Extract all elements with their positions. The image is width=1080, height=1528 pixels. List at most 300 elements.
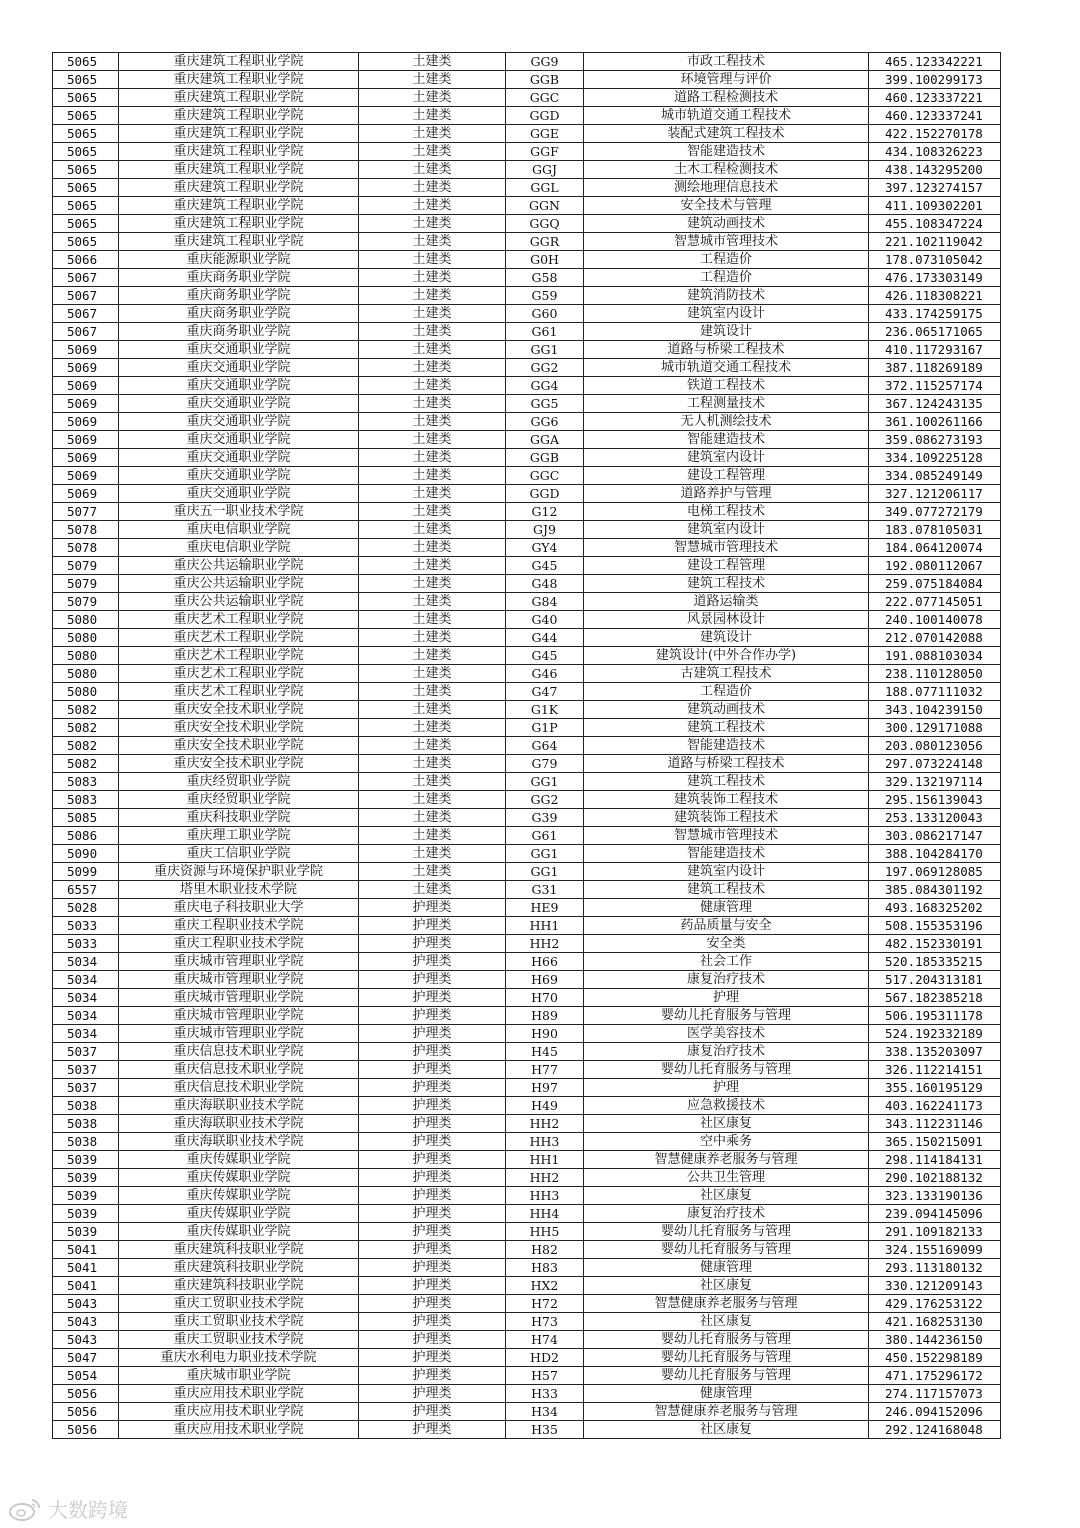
score-cell: 355.160195129	[869, 1079, 1001, 1097]
major-name-cell: 道路与桥梁工程技术	[584, 755, 869, 773]
major-name-cell: 护理	[584, 989, 869, 1007]
school-name-cell: 重庆城市管理职业学院	[119, 1025, 359, 1043]
major-code-cell: GGB	[506, 71, 584, 89]
school-code-cell: 5065	[53, 233, 119, 251]
school-name-cell: 重庆建筑工程职业学院	[119, 215, 359, 233]
school-code-cell: 5056	[53, 1403, 119, 1421]
score-cell: 372.115257174	[869, 377, 1001, 395]
school-name-cell: 重庆建筑工程职业学院	[119, 89, 359, 107]
category-cell: 土建类	[359, 197, 506, 215]
major-code-cell: H89	[506, 1007, 584, 1025]
table-row	[53, 215, 1001, 233]
major-code-cell: G46	[506, 665, 584, 683]
table-row	[53, 791, 1001, 809]
score-cell: 236.065171065	[869, 323, 1001, 341]
table-row	[53, 287, 1001, 305]
major-code-cell: H73	[506, 1313, 584, 1331]
category-cell: 土建类	[359, 323, 506, 341]
school-code-cell: 5067	[53, 323, 119, 341]
school-code-cell: 5067	[53, 269, 119, 287]
table-row	[53, 179, 1001, 197]
table-row	[53, 1187, 1001, 1205]
score-cell: 298.114184131	[869, 1151, 1001, 1169]
category-cell: 护理类	[359, 1061, 506, 1079]
school-code-cell: 5043	[53, 1313, 119, 1331]
table-row	[53, 323, 1001, 341]
school-code-cell: 5033	[53, 917, 119, 935]
category-cell: 护理类	[359, 1133, 506, 1151]
score-cell: 295.156139043	[869, 791, 1001, 809]
category-cell: 护理类	[359, 953, 506, 971]
school-code-cell: 5067	[53, 287, 119, 305]
major-name-cell: 装配式建筑工程技术	[584, 125, 869, 143]
category-cell: 护理类	[359, 1313, 506, 1331]
school-code-cell: 5047	[53, 1349, 119, 1367]
table-row	[53, 737, 1001, 755]
school-code-cell: 5066	[53, 251, 119, 269]
school-code-cell: 5086	[53, 827, 119, 845]
major-code-cell: GG1	[506, 341, 584, 359]
major-code-cell: GJ9	[506, 521, 584, 539]
major-code-cell: HH3	[506, 1133, 584, 1151]
major-code-cell: H74	[506, 1331, 584, 1349]
category-cell: 护理类	[359, 1115, 506, 1133]
major-name-cell: 工程测量技术	[584, 395, 869, 413]
major-code-cell: GG1	[506, 845, 584, 863]
school-code-cell: 5034	[53, 989, 119, 1007]
major-code-cell: G61	[506, 827, 584, 845]
major-name-cell: 城市轨道交通工程技术	[584, 359, 869, 377]
school-name-cell: 重庆工信职业学院	[119, 845, 359, 863]
major-code-cell: G79	[506, 755, 584, 773]
category-cell: 土建类	[359, 611, 506, 629]
score-cell: 361.100261166	[869, 413, 1001, 431]
score-cell: 212.070142088	[869, 629, 1001, 647]
major-code-cell: G61	[506, 323, 584, 341]
major-name-cell: 社区康复	[584, 1421, 869, 1439]
school-code-cell: 5069	[53, 395, 119, 413]
table-row	[53, 503, 1001, 521]
major-code-cell: HH1	[506, 1151, 584, 1169]
school-code-cell: 5039	[53, 1187, 119, 1205]
major-name-cell: 智能建造技术	[584, 431, 869, 449]
major-name-cell: 智慧城市管理技术	[584, 827, 869, 845]
major-code-cell: HH2	[506, 1115, 584, 1133]
major-name-cell: 无人机测绘技术	[584, 413, 869, 431]
table-row	[53, 431, 1001, 449]
table-row	[53, 233, 1001, 251]
major-name-cell: 社区康复	[584, 1115, 869, 1133]
table-row	[53, 1151, 1001, 1169]
category-cell: 护理类	[359, 1385, 506, 1403]
category-cell: 土建类	[359, 629, 506, 647]
school-name-cell: 重庆工贸职业技术学院	[119, 1295, 359, 1313]
table-row	[53, 1241, 1001, 1259]
school-code-cell: 5034	[53, 971, 119, 989]
school-code-cell: 5065	[53, 89, 119, 107]
school-name-cell: 重庆交通职业学院	[119, 431, 359, 449]
major-name-cell: 道路工程检测技术	[584, 89, 869, 107]
table-row	[53, 53, 1001, 71]
table-row	[53, 1043, 1001, 1061]
school-name-cell: 重庆资源与环境保护职业学院	[119, 863, 359, 881]
major-code-cell: H82	[506, 1241, 584, 1259]
table-row	[53, 1367, 1001, 1385]
table-row	[53, 575, 1001, 593]
major-name-cell: 应急救援技术	[584, 1097, 869, 1115]
school-name-cell: 重庆海联职业技术学院	[119, 1115, 359, 1133]
school-name-cell: 重庆公共运输职业学院	[119, 575, 359, 593]
category-cell: 土建类	[359, 449, 506, 467]
major-code-cell: GY4	[506, 539, 584, 557]
major-code-cell: HH2	[506, 935, 584, 953]
school-name-cell: 重庆建筑工程职业学院	[119, 233, 359, 251]
table-row	[53, 71, 1001, 89]
major-name-cell: 土木工程检测技术	[584, 161, 869, 179]
score-cell: 476.173303149	[869, 269, 1001, 287]
major-code-cell: GGD	[506, 107, 584, 125]
school-code-cell: 5041	[53, 1277, 119, 1295]
major-name-cell: 建设工程管理	[584, 467, 869, 485]
table-row	[53, 1169, 1001, 1187]
category-cell: 土建类	[359, 521, 506, 539]
major-name-cell: 环境管理与评价	[584, 71, 869, 89]
major-code-cell: H69	[506, 971, 584, 989]
major-code-cell: HH1	[506, 917, 584, 935]
school-name-cell: 重庆商务职业学院	[119, 269, 359, 287]
category-cell: 土建类	[359, 773, 506, 791]
school-code-cell: 5034	[53, 953, 119, 971]
major-name-cell: 康复治疗技术	[584, 971, 869, 989]
score-cell: 524.192332189	[869, 1025, 1001, 1043]
major-name-cell: 道路养护与管理	[584, 485, 869, 503]
watermark-text: 大数跨境	[48, 1498, 128, 1522]
school-code-cell: 5039	[53, 1205, 119, 1223]
major-code-cell: GG2	[506, 791, 584, 809]
major-code-cell: GGL	[506, 179, 584, 197]
table-row	[53, 953, 1001, 971]
major-code-cell: G59	[506, 287, 584, 305]
school-code-cell: 5039	[53, 1151, 119, 1169]
category-cell: 土建类	[359, 755, 506, 773]
score-cell: 508.155353196	[869, 917, 1001, 935]
category-cell: 土建类	[359, 809, 506, 827]
table-row	[53, 629, 1001, 647]
score-cell: 327.121206117	[869, 485, 1001, 503]
score-cell: 455.108347224	[869, 215, 1001, 233]
major-code-cell: HH2	[506, 1169, 584, 1187]
score-cell: 184.064120074	[869, 539, 1001, 557]
school-code-cell: 5033	[53, 935, 119, 953]
major-code-cell: H49	[506, 1097, 584, 1115]
table-row	[53, 395, 1001, 413]
score-cell: 292.124168048	[869, 1421, 1001, 1439]
major-code-cell: G58	[506, 269, 584, 287]
major-name-cell: 婴幼儿托育服务与管理	[584, 1349, 869, 1367]
score-cell: 246.094152096	[869, 1403, 1001, 1421]
score-cell: 460.123337241	[869, 107, 1001, 125]
school-name-cell: 重庆建筑工程职业学院	[119, 179, 359, 197]
score-cell: 326.112214151	[869, 1061, 1001, 1079]
major-name-cell: 电梯工程技术	[584, 503, 869, 521]
major-name-cell: 建设工程管理	[584, 557, 869, 575]
major-code-cell: G40	[506, 611, 584, 629]
major-code-cell: H77	[506, 1061, 584, 1079]
category-cell: 护理类	[359, 1403, 506, 1421]
category-cell: 土建类	[359, 827, 506, 845]
table-row	[53, 1331, 1001, 1349]
table-row	[53, 881, 1001, 899]
major-name-cell: 建筑动画技术	[584, 701, 869, 719]
admission-table-sheet	[52, 52, 1000, 1439]
school-name-cell: 重庆商务职业学院	[119, 305, 359, 323]
major-code-cell: H45	[506, 1043, 584, 1061]
table-row	[53, 1115, 1001, 1133]
school-code-cell: 5080	[53, 647, 119, 665]
school-name-cell: 重庆艺术工程职业学院	[119, 647, 359, 665]
major-name-cell: 建筑设计	[584, 323, 869, 341]
category-cell: 护理类	[359, 1223, 506, 1241]
score-cell: 471.175296172	[869, 1367, 1001, 1385]
school-name-cell: 重庆电信职业学院	[119, 521, 359, 539]
category-cell: 土建类	[359, 125, 506, 143]
school-code-cell: 5083	[53, 791, 119, 809]
category-cell: 土建类	[359, 89, 506, 107]
school-code-cell: 5054	[53, 1367, 119, 1385]
table-row	[53, 1421, 1001, 1439]
category-cell: 土建类	[359, 863, 506, 881]
major-name-cell: 建筑室内设计	[584, 305, 869, 323]
table-row	[53, 773, 1001, 791]
score-cell: 460.123337221	[869, 89, 1001, 107]
major-code-cell: G44	[506, 629, 584, 647]
watermark	[8, 1494, 128, 1523]
major-name-cell: 建筑室内设计	[584, 863, 869, 881]
major-name-cell: 健康管理	[584, 1385, 869, 1403]
category-cell: 护理类	[359, 899, 506, 917]
category-cell: 土建类	[359, 143, 506, 161]
category-cell: 护理类	[359, 917, 506, 935]
table-row	[53, 197, 1001, 215]
school-name-cell: 重庆安全技术职业学院	[119, 737, 359, 755]
table-row	[53, 971, 1001, 989]
category-cell: 土建类	[359, 251, 506, 269]
category-cell: 护理类	[359, 1151, 506, 1169]
major-code-cell: H97	[506, 1079, 584, 1097]
table-row	[53, 989, 1001, 1007]
score-cell: 517.204313181	[869, 971, 1001, 989]
category-cell: 土建类	[359, 395, 506, 413]
school-name-cell: 重庆建筑工程职业学院	[119, 197, 359, 215]
category-cell: 土建类	[359, 359, 506, 377]
school-name-cell: 重庆建筑工程职业学院	[119, 125, 359, 143]
score-cell: 191.088103034	[869, 647, 1001, 665]
school-name-cell: 重庆信息技术职业学院	[119, 1061, 359, 1079]
category-cell: 土建类	[359, 53, 506, 71]
major-code-cell: H70	[506, 989, 584, 1007]
major-name-cell: 护理	[584, 1079, 869, 1097]
score-cell: 300.129171088	[869, 719, 1001, 737]
major-code-cell: GGA	[506, 431, 584, 449]
school-code-cell: 5037	[53, 1043, 119, 1061]
major-code-cell: H66	[506, 953, 584, 971]
school-name-cell: 重庆传媒职业学院	[119, 1205, 359, 1223]
major-code-cell: G45	[506, 647, 584, 665]
table-row	[53, 107, 1001, 125]
major-name-cell: 智能建造技术	[584, 143, 869, 161]
category-cell: 护理类	[359, 1331, 506, 1349]
major-name-cell: 道路运输类	[584, 593, 869, 611]
major-name-cell: 婴幼儿托育服务与管理	[584, 1241, 869, 1259]
school-name-cell: 重庆工贸职业技术学院	[119, 1331, 359, 1349]
school-code-cell: 5043	[53, 1331, 119, 1349]
category-cell: 土建类	[359, 665, 506, 683]
major-name-cell: 婴幼儿托育服务与管理	[584, 1061, 869, 1079]
major-name-cell: 市政工程技术	[584, 53, 869, 71]
table-row	[53, 125, 1001, 143]
school-code-cell: 5069	[53, 485, 119, 503]
major-code-cell: HH5	[506, 1223, 584, 1241]
major-name-cell: 建筑工程技术	[584, 719, 869, 737]
major-name-cell: 风景园林设计	[584, 611, 869, 629]
major-name-cell: 智能建造技术	[584, 737, 869, 755]
school-code-cell: 5034	[53, 1007, 119, 1025]
score-cell: 178.073105042	[869, 251, 1001, 269]
score-cell: 567.182385218	[869, 989, 1001, 1007]
major-name-cell: 工程造价	[584, 269, 869, 287]
category-cell: 土建类	[359, 269, 506, 287]
school-code-cell: 5065	[53, 215, 119, 233]
category-cell: 土建类	[359, 647, 506, 665]
major-name-cell: 智慧城市管理技术	[584, 233, 869, 251]
major-code-cell: H72	[506, 1295, 584, 1313]
category-cell: 土建类	[359, 377, 506, 395]
school-code-cell: 5065	[53, 197, 119, 215]
table-row	[53, 845, 1001, 863]
school-name-cell: 重庆公共运输职业学院	[119, 593, 359, 611]
score-cell: 324.155169099	[869, 1241, 1001, 1259]
major-code-cell: G45	[506, 557, 584, 575]
school-code-cell: 5082	[53, 755, 119, 773]
school-code-cell: 5085	[53, 809, 119, 827]
table-row	[53, 899, 1001, 917]
major-code-cell: G0H	[506, 251, 584, 269]
table-row	[53, 143, 1001, 161]
school-code-cell: 5090	[53, 845, 119, 863]
score-cell: 450.152298189	[869, 1349, 1001, 1367]
table-row	[53, 485, 1001, 503]
school-code-cell: 5083	[53, 773, 119, 791]
score-cell: 183.078105031	[869, 521, 1001, 539]
major-code-cell: GGC	[506, 89, 584, 107]
table-row	[53, 449, 1001, 467]
major-code-cell: GG5	[506, 395, 584, 413]
category-cell: 护理类	[359, 1043, 506, 1061]
school-code-cell: 5041	[53, 1241, 119, 1259]
major-code-cell: G64	[506, 737, 584, 755]
major-name-cell: 社区康复	[584, 1187, 869, 1205]
school-code-cell: 5069	[53, 359, 119, 377]
school-code-cell: 5069	[53, 341, 119, 359]
category-cell: 护理类	[359, 935, 506, 953]
school-name-cell: 重庆交通职业学院	[119, 449, 359, 467]
school-name-cell: 重庆经贸职业学院	[119, 773, 359, 791]
school-code-cell: 5069	[53, 413, 119, 431]
school-code-cell: 5065	[53, 125, 119, 143]
school-name-cell: 重庆安全技术职业学院	[119, 719, 359, 737]
major-code-cell: HE9	[506, 899, 584, 917]
school-code-cell: 5065	[53, 143, 119, 161]
school-name-cell: 重庆城市管理职业学院	[119, 953, 359, 971]
score-cell: 482.152330191	[869, 935, 1001, 953]
score-cell: 240.100140078	[869, 611, 1001, 629]
school-code-cell: 5069	[53, 431, 119, 449]
school-code-cell: 5082	[53, 719, 119, 737]
major-name-cell: 建筑动画技术	[584, 215, 869, 233]
score-cell: 192.080112067	[869, 557, 1001, 575]
school-name-cell: 重庆城市职业学院	[119, 1367, 359, 1385]
score-cell: 367.124243135	[869, 395, 1001, 413]
major-name-cell: 医学美容技术	[584, 1025, 869, 1043]
major-code-cell: G48	[506, 575, 584, 593]
category-cell: 土建类	[359, 791, 506, 809]
score-cell: 334.109225128	[869, 449, 1001, 467]
category-cell: 土建类	[359, 287, 506, 305]
category-cell: 护理类	[359, 1007, 506, 1025]
school-code-cell: 5039	[53, 1169, 119, 1187]
major-code-cell: GGN	[506, 197, 584, 215]
school-name-cell: 重庆传媒职业学院	[119, 1223, 359, 1241]
table-row	[53, 935, 1001, 953]
category-cell: 土建类	[359, 305, 506, 323]
score-cell: 399.100299173	[869, 71, 1001, 89]
table-row	[53, 1295, 1001, 1313]
school-name-cell: 重庆安全技术职业学院	[119, 755, 359, 773]
score-cell: 422.152270178	[869, 125, 1001, 143]
school-name-cell: 重庆艺术工程职业学院	[119, 683, 359, 701]
school-code-cell: 5065	[53, 71, 119, 89]
category-cell: 护理类	[359, 1079, 506, 1097]
school-code-cell: 5037	[53, 1079, 119, 1097]
school-name-cell: 重庆交通职业学院	[119, 377, 359, 395]
score-cell: 259.075184084	[869, 575, 1001, 593]
table-row	[53, 917, 1001, 935]
table-row	[53, 377, 1001, 395]
school-name-cell: 重庆艺术工程职业学院	[119, 665, 359, 683]
school-name-cell: 重庆交通职业学院	[119, 359, 359, 377]
category-cell: 护理类	[359, 1421, 506, 1439]
major-code-cell: H35	[506, 1421, 584, 1439]
major-code-cell: H33	[506, 1385, 584, 1403]
score-cell: 433.174259175	[869, 305, 1001, 323]
school-code-cell: 5079	[53, 593, 119, 611]
major-code-cell: GGB	[506, 449, 584, 467]
score-cell: 303.086217147	[869, 827, 1001, 845]
category-cell: 土建类	[359, 737, 506, 755]
table-row	[53, 269, 1001, 287]
table-row	[53, 1061, 1001, 1079]
category-cell: 护理类	[359, 1187, 506, 1205]
category-cell: 土建类	[359, 107, 506, 125]
score-cell: 338.135203097	[869, 1043, 1001, 1061]
category-cell: 护理类	[359, 1367, 506, 1385]
major-name-cell: 安全技术与管理	[584, 197, 869, 215]
table-row	[53, 719, 1001, 737]
category-cell: 土建类	[359, 161, 506, 179]
school-name-cell: 塔里木职业技术学院	[119, 881, 359, 899]
category-cell: 土建类	[359, 575, 506, 593]
table-row	[53, 1025, 1001, 1043]
